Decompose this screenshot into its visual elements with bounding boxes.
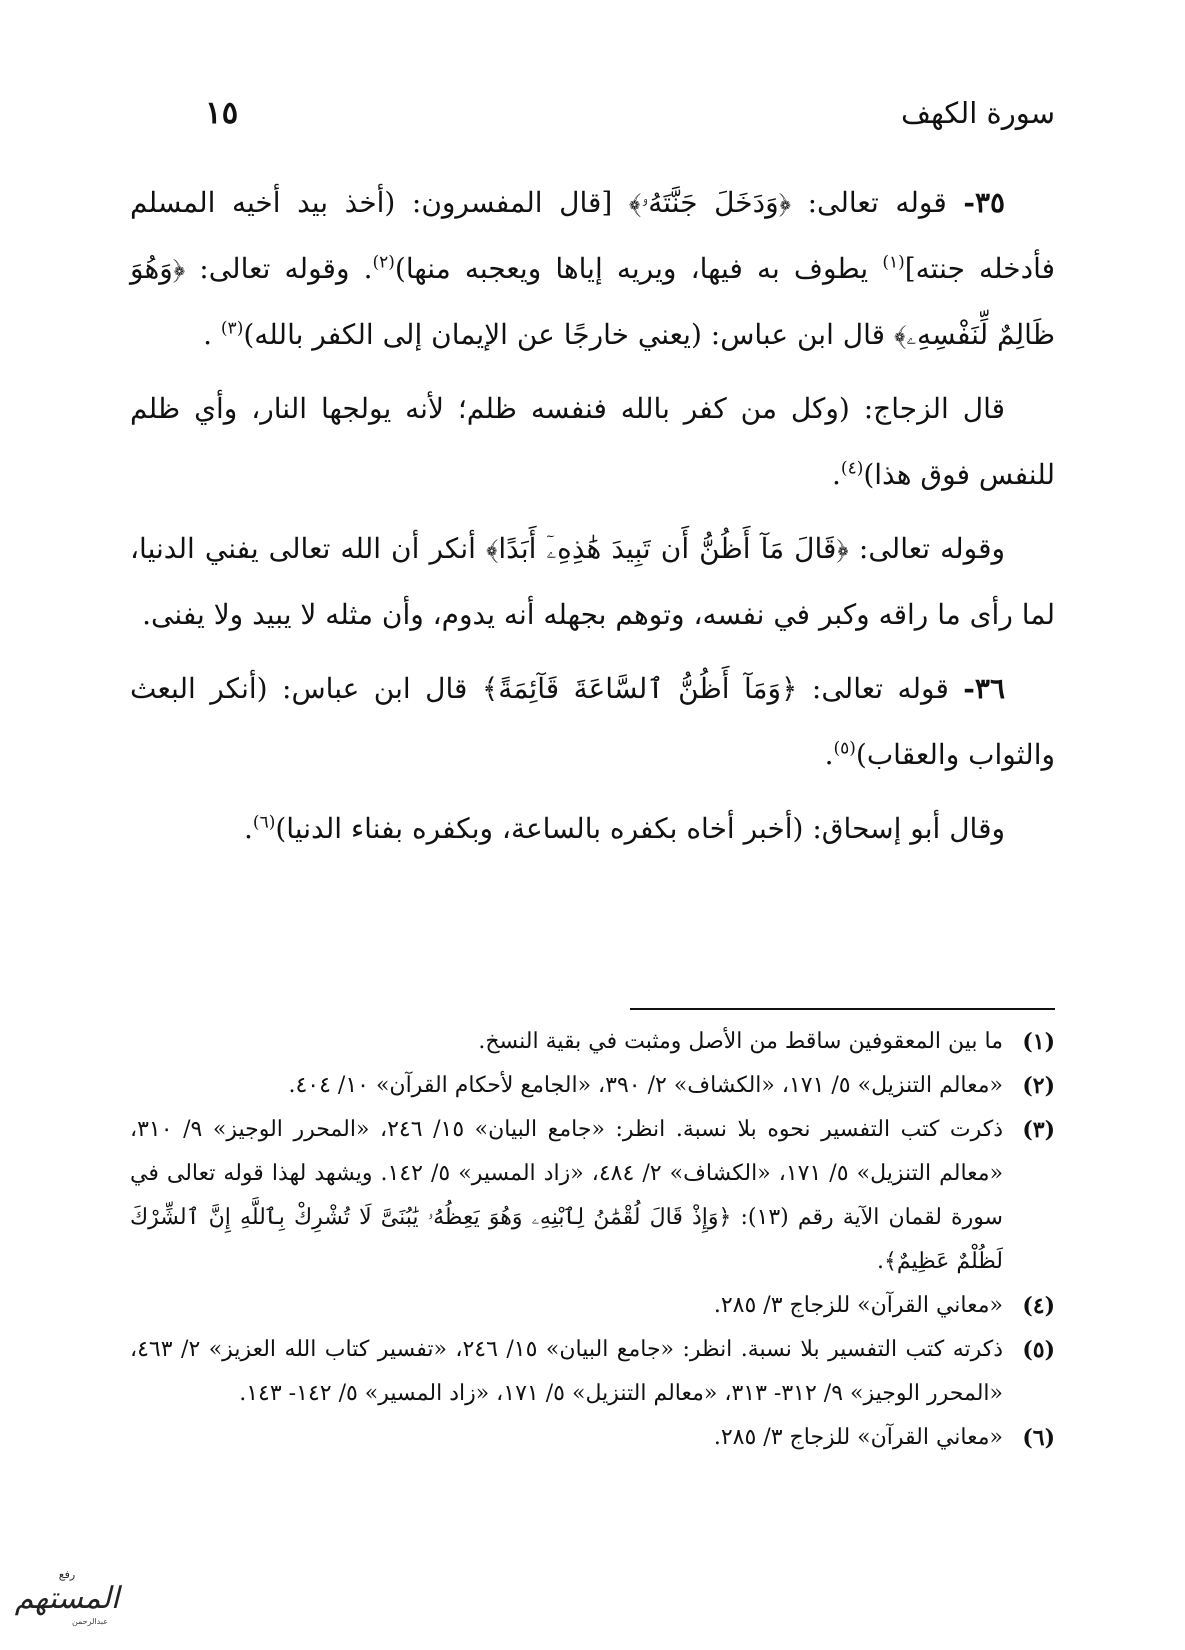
- footnote-text: «معاني القرآن» للزجاج ٣/ ٢٨٥.: [713, 1293, 1003, 1318]
- logo-small-text: رفع: [58, 1568, 76, 1581]
- footnote-item: [130, 1328, 1055, 1416]
- footnote-text: «معالم التنزيل» ٥/ ١٧١، «الكشاف» ٢/ ٣٩٠، «الجامع لأحكام القرآن» ١٠/ ٤٠٤.: [288, 1073, 1003, 1098]
- page-number: ١٥: [205, 95, 239, 131]
- footnote-text: ذكرته كتب التفسير بلا نسبة. انظر: «جامع البيان» ١٥/ ٢٤٦، «تفسير كتاب الله العزيز» ٢/ ٤٦٣، «المحرر الوجيز» ٩/ ٣١٢- ٣١٣، «معالم التنزيل» ٥/ ١٧١، «زاد المسير» ٥/ ١٤٢- ١٤٣.: [130, 1337, 1004, 1406]
- main-text: [130, 170, 1055, 870]
- verse-number: ٣٦-: [963, 672, 1005, 705]
- footnote-number: (٦): [1022, 1425, 1055, 1451]
- quran-quote: ﴿وَهُوَ ظَالِمٌ لِّنَفْسِهِۦ﴾: [130, 252, 1055, 351]
- footnote-number: (٣): [1022, 1117, 1055, 1143]
- text: قال ابن عباس: (يعني خارجًا عن الإيمان إلى الكفر بالله): [243, 318, 894, 351]
- text: أنكر أن الله تعالى يفني الدنيا، لما رأى ما راقه وكبر في نفسه، وتوهم بجهله أنه يدوم، وأن مثله لا يبيد ولا يفنى.: [130, 532, 1055, 631]
- footnote-ref[interactable]: (٢): [372, 252, 395, 273]
- logo-main-text: المستهم: [14, 1581, 120, 1616]
- paragraph-verse-35: [130, 170, 1055, 368]
- text: [قال المفسرون: (أخذ بيد أخيه المسلم فأدخله جنته]: [130, 186, 1055, 285]
- paragraph-zajjaj: [130, 376, 1055, 508]
- footnote-text: ما بين المعقوفين ساقط من الأصل ومثبت في بقية النسخ.: [478, 1029, 1003, 1054]
- footnote-item: [130, 1064, 1055, 1108]
- footnote-number: (٤): [1022, 1293, 1055, 1319]
- quran-quote: ﴿وَدَخَلَ جَنَّتَهُۥ﴾: [628, 186, 792, 219]
- text: قال الزجاج: (وكل من كفر بالله فنفسه ظلم؛ لأنه يولجها النار، وأي ظلم للنفس فوق هذا): [130, 392, 1055, 491]
- footnote-ref[interactable]: (٤): [840, 458, 864, 479]
- footnote-number: (٢): [1022, 1073, 1055, 1099]
- footnote-ref[interactable]: (٥): [833, 738, 856, 759]
- footnote-ref[interactable]: (٦): [252, 812, 276, 833]
- footnote-item: [130, 1284, 1055, 1328]
- text: قال ابن عباس: (أنكر البعث والثواب والعقاب): [130, 672, 1055, 771]
- surah-title: سورة الكهف: [901, 96, 1055, 130]
- text: وقال أبو إسحاق: (أخبر أخاه بكفره بالساعة، وبكفره بفناء الدنيا): [275, 812, 1005, 845]
- paragraph-verse-35-cont: [130, 516, 1055, 648]
- footnote-number: (١): [1022, 1029, 1055, 1055]
- quran-quote: ﴿وَمَآ أَظُنُّ ٱلسَّاعَةَ قَآئِمَةً﴾: [481, 672, 798, 705]
- footnote-item: [130, 1416, 1055, 1460]
- publisher-logo: [12, 1562, 122, 1632]
- footnote-text: «معاني القرآن» للزجاج ٣/ ٢٨٥.: [713, 1425, 1003, 1450]
- paragraph-abu-ishaq: [130, 796, 1055, 862]
- footnote-ref[interactable]: (٣): [220, 318, 244, 339]
- footnote-item: [130, 1108, 1055, 1284]
- text: قوله تعالى:: [797, 672, 964, 705]
- footnote-item: [130, 1020, 1055, 1064]
- text: .: [824, 738, 834, 771]
- text: .: [832, 458, 841, 491]
- page-header: [205, 88, 1055, 138]
- text: يطوف به فيها، ويريه إياها ويعجبه منها): [394, 252, 883, 285]
- logo-tiny-text: عبدالرحمن: [71, 1617, 109, 1626]
- text: .: [244, 812, 253, 845]
- footnote-number: (٥): [1022, 1337, 1055, 1363]
- verse-number: ٣٥-: [963, 186, 1006, 219]
- footnote-text: ذكرت كتب التفسير نحوه بلا نسبة. انظر: «جامع البيان» ١٥/ ٢٤٦، «المحرر الوجيز» ٩/ ٣١٠، «معالم التنزيل» ٥/ ١٧١، «الكشاف» ٢/ ٤٨٤، «زاد المسير» ٥/ ١٤٢. ويشهد لهذا قوله تعالى في سورة لقمان الآية رقم (١٣): ﴿وَإِذْ قَالَ لُقْمَٰنُ لِٱبْنِهِۦ وَهُوَ يَعِظُهُۥ يَٰبُنَىَّ لَا تُشْرِكْ بِٱللَّهِ إِنَّ ٱلشِّرْكَ لَظُلْمٌ عَظِيمٌ﴾.: [130, 1117, 1004, 1274]
- quran-quote: ﴿قَالَ مَآ أَظُنُّ أَن تَبِيدَ هَٰذِهِۦٓ أَبَدًا﴾: [486, 532, 849, 565]
- footnote-ref[interactable]: (١): [882, 252, 905, 273]
- footnote-divider: [630, 1008, 1055, 1010]
- paragraph-verse-36: [130, 656, 1055, 788]
- text: . وقوله تعالى:: [185, 252, 373, 285]
- text: .: [203, 318, 221, 351]
- text: قوله تعالى:: [791, 186, 964, 219]
- text: وقوله تعالى:: [848, 532, 1005, 565]
- footnotes: [130, 1020, 1055, 1460]
